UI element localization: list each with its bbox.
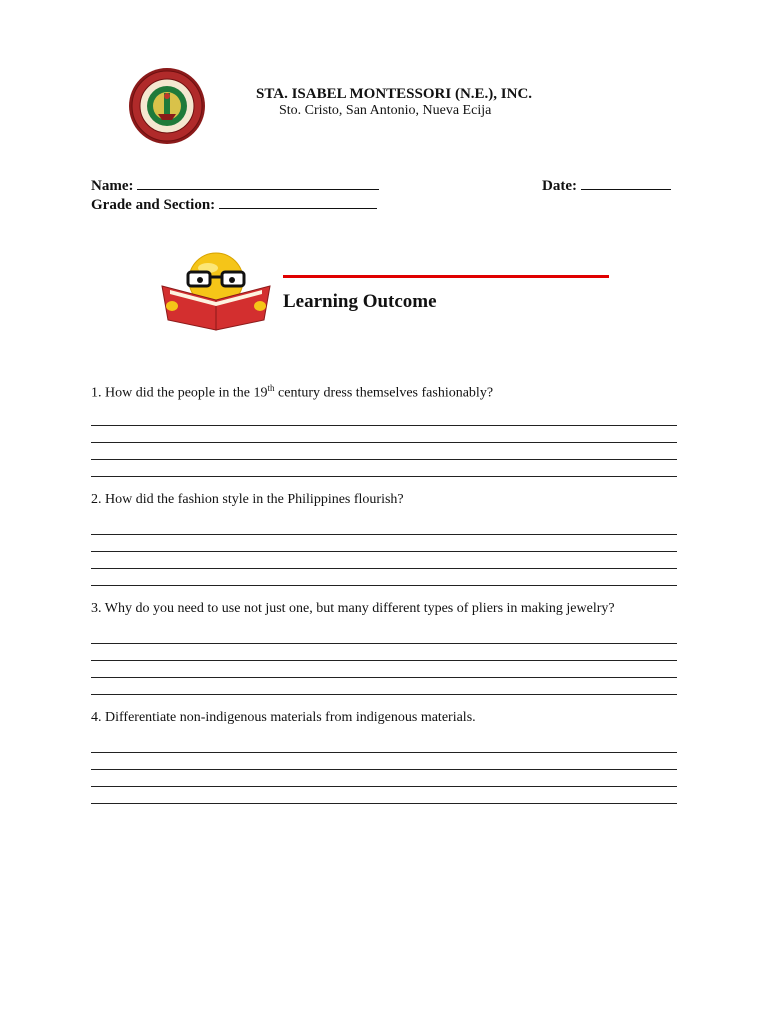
answer-line[interactable] bbox=[91, 643, 677, 644]
grade-section-label: Grade and Section: bbox=[91, 197, 216, 213]
school-name: STA. ISABEL MONTESSORI (N.E.), INC. bbox=[256, 86, 533, 102]
grade-section-field bbox=[91, 195, 377, 214]
answer-line[interactable] bbox=[91, 803, 677, 804]
title-accent-line bbox=[283, 275, 609, 278]
answer-line[interactable] bbox=[91, 694, 677, 695]
reading-emoji-icon bbox=[160, 250, 272, 334]
date-blank[interactable] bbox=[581, 176, 671, 190]
answer-line[interactable] bbox=[91, 769, 677, 770]
answer-line[interactable] bbox=[91, 660, 677, 661]
name-blank[interactable] bbox=[137, 176, 379, 190]
question-4: 4. Differentiate non-indigenous materials from indigenous materials. bbox=[91, 710, 476, 725]
date-label: Date: bbox=[542, 178, 577, 194]
school-seal-icon bbox=[126, 66, 208, 146]
section-title: Learning Outcome bbox=[283, 291, 437, 312]
answer-line[interactable] bbox=[91, 442, 677, 443]
name-field bbox=[91, 176, 379, 195]
answer-line[interactable] bbox=[91, 476, 677, 477]
answer-line[interactable] bbox=[91, 752, 677, 753]
answer-line[interactable] bbox=[91, 425, 677, 426]
grade-section-blank[interactable] bbox=[219, 195, 377, 209]
answer-line[interactable] bbox=[91, 585, 677, 586]
answer-line[interactable] bbox=[91, 786, 677, 787]
answer-line[interactable] bbox=[91, 534, 677, 535]
question-1-text-a: 1. How did the people in the 19 bbox=[91, 385, 268, 401]
question-2: 2. How did the fashion style in the Philippines flourish? bbox=[91, 492, 404, 507]
question-3: 3. Why do you need to use not just one, but many different types of pliers in making jewelry? bbox=[91, 601, 615, 616]
answer-line[interactable] bbox=[91, 459, 677, 460]
answer-line[interactable] bbox=[91, 677, 677, 678]
question-1-superscript: th bbox=[267, 383, 275, 393]
school-address: Sto. Cristo, San Antonio, Nueva Ecija bbox=[279, 103, 492, 118]
date-field bbox=[542, 176, 671, 195]
question-1 bbox=[91, 383, 493, 402]
name-label: Name: bbox=[91, 178, 134, 194]
answer-line[interactable] bbox=[91, 568, 677, 569]
answer-line[interactable] bbox=[91, 551, 677, 552]
question-1-text-b: century dress themselves fashionably? bbox=[274, 385, 494, 401]
